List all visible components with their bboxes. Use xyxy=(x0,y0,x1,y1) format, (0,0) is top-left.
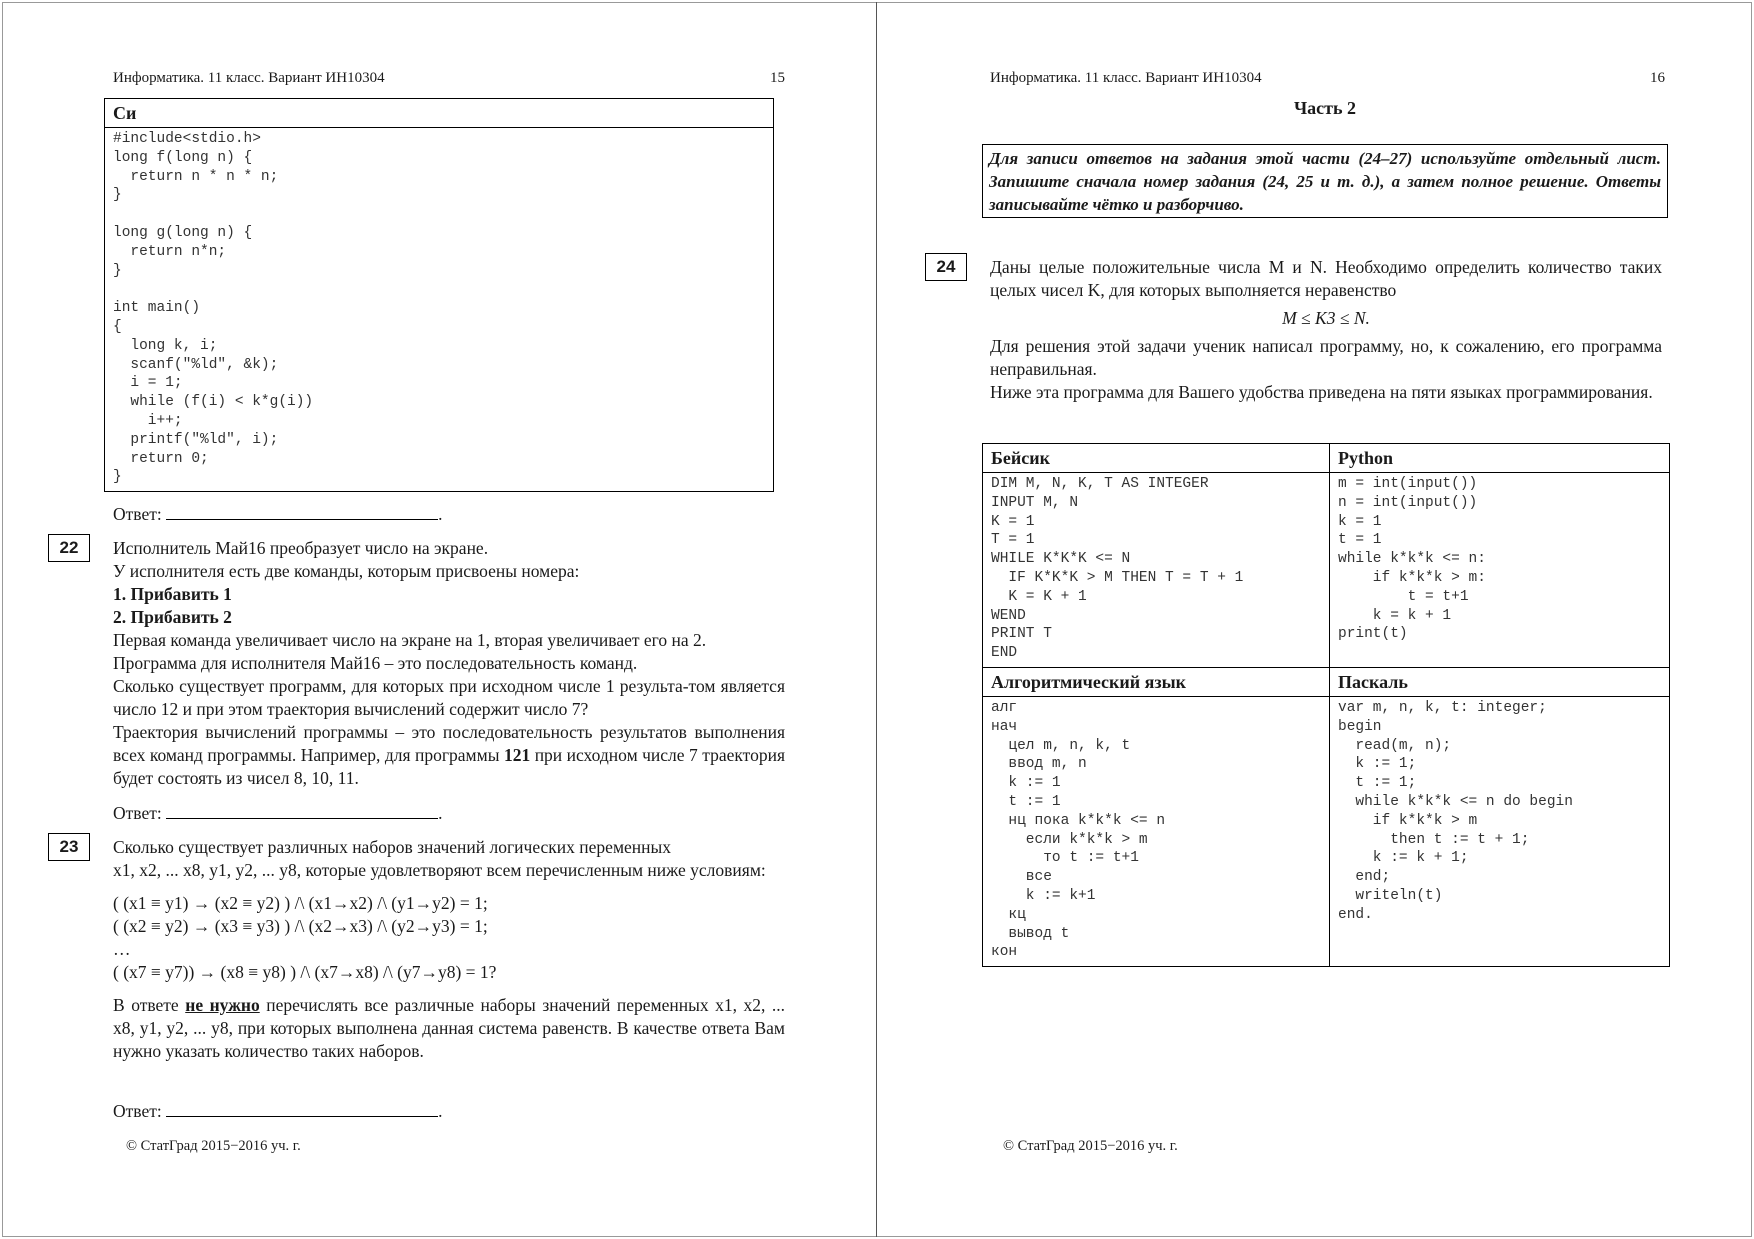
task22-p3: Сколько существует программ, для которых при исходном числе 1 результа-том является число 12 и при этом траектория вычислений содержит число 7? xyxy=(113,676,785,719)
task22-p4c: при исходном числе 7 траектория будет состоять из чисел 8, 10, 11. xyxy=(113,745,786,788)
task24-p1: Даны целые положительные числа M и N. Необходимо определить количество таких целых чисел K, для которых выполняется неравенство xyxy=(990,257,1662,300)
task22-text xyxy=(113,537,785,790)
task22-p4b: 121 xyxy=(503,745,531,765)
task23-intro-vars: x1, x2, ... x8, y1, y2, ... y8, которые удовлетворяют всем перечисленным ниже условиям: xyxy=(113,860,766,880)
task23-note-a: В ответе xyxy=(113,995,179,1015)
task23-text xyxy=(113,836,785,1063)
basic-title: Бейсик xyxy=(983,444,1330,473)
answer-line[interactable] xyxy=(166,802,438,819)
answer-label: Ответ: xyxy=(113,1101,162,1121)
task22-p2: Программа для исполнителя Май16 – это последовательность команд. xyxy=(113,653,638,673)
alg-code-cell xyxy=(983,696,1330,966)
task22-line1: Исполнитель Май16 преобразует число на экране. xyxy=(113,538,489,558)
alg-title: Алгоритмический язык xyxy=(983,667,1330,696)
c-code-title: Си xyxy=(105,99,773,128)
task24-formula: M ≤ K3 ≤ N. xyxy=(1282,308,1370,328)
answer-line[interactable] xyxy=(166,503,438,520)
python-code-cell xyxy=(1330,473,1670,668)
task23-note xyxy=(113,994,785,1063)
program-table xyxy=(982,443,1670,967)
c-code-block xyxy=(104,98,774,492)
task22-p4a: Траектория вычислений программы – это последовательность результатов выполнения всех команд программы. Например, для программы xyxy=(113,722,785,765)
task22-cmd2: 2. Прибавить 2 xyxy=(113,607,232,627)
frame-border-bottom xyxy=(2,1236,1752,1237)
basic-code-cell xyxy=(983,473,1330,668)
frame-border-right xyxy=(1751,2,1752,1237)
instruction-box: Для записи ответов на задания этой части (24–27) используйте отдельный лист. Запишите сначала номер задания (24, 25 и т. д.), а затем полное решение. Ответы записывайте чётко и разборчиво. xyxy=(982,144,1668,218)
task24-p2: Для решения этой задачи ученик написал программу, но, к сожалению, его программа неправильная. xyxy=(990,336,1662,379)
pascal-code: var m, n, k, t: integer; begin read(m, n); k := 1; t := 1; while k*k*k <= n do begin if k*k*k > m then t := t + 1; k := k + 1; end; writeln(t) end. xyxy=(1338,699,1573,923)
answer-field-22[interactable]: Ответ: . xyxy=(113,803,443,823)
task22-p4 xyxy=(113,721,785,790)
part-title: Часть 2 xyxy=(1293,98,1357,118)
task23-dots: … xyxy=(113,939,131,959)
frame-border-left xyxy=(2,2,3,1237)
right-footer: © СтатГрад 2015−2016 уч. г. xyxy=(1003,1138,1178,1154)
answer-field-21[interactable]: Ответ: . xyxy=(113,504,443,524)
left-header: Информатика. 11 класс. Вариант ИН10304 xyxy=(113,70,385,86)
basic-code: DIM M, N, K, T AS INTEGER INPUT M, N K = 1 T = 1 WHILE K*K*K <= N IF K*K*K > M THEN T = T + 1 K = K + 1 WEND PRINT T END xyxy=(991,476,1244,662)
page-spine xyxy=(876,2,877,1237)
python-title: Python xyxy=(1330,444,1670,473)
python-code: m = int(input()) n = int(input()) k = 1 t = 1 while k*k*k <= n: if k*k*k > m: t = t+1 k = k + 1 print(t) xyxy=(1338,476,1486,643)
task23-eq1: ( (x1 ≡ y1) → (x2 ≡ y2) ) /\ (x1→x2) /\ (y1→y2) = 1; xyxy=(113,893,488,913)
pascal-code-cell xyxy=(1330,696,1670,966)
task24-p3: Ниже эта программа для Вашего удобства приведена на пяти языках программирования. xyxy=(990,382,1653,402)
task22-line2: У исполнителя есть две команды, которым присвоены номера: xyxy=(113,561,580,581)
left-footer: © СтатГрад 2015−2016 уч. г. xyxy=(126,1138,301,1154)
task23-intro: Сколько существует различных наборов значений логических переменных xyxy=(113,837,672,857)
task22-p1: Первая команда увеличивает число на экране на 1, вторая увеличивает его на 2. xyxy=(113,630,707,650)
task23-note-b: не нужно xyxy=(185,995,260,1015)
right-header: Информатика. 11 класс. Вариант ИН10304 xyxy=(990,70,1262,86)
left-page-number: 15 xyxy=(770,70,785,86)
task23-eq3: ( (x7 ≡ y7)) → (x8 ≡ y8) ) /\ (x7→x8) /\ (y7→y8) = 1? xyxy=(113,962,497,982)
frame-border-top xyxy=(2,2,1752,3)
right-page-number: 16 xyxy=(1650,70,1665,86)
task-number-24: 24 xyxy=(925,253,967,281)
task24-text xyxy=(990,256,1662,404)
task-number-22: 22 xyxy=(48,534,90,562)
task-number-23: 23 xyxy=(48,833,90,861)
answer-label: Ответ: xyxy=(113,504,162,524)
answer-field-23[interactable]: Ответ: . xyxy=(113,1101,443,1121)
task23-note-c: перечислять все различные наборы значений переменных x1, x2, ... x8, y1, y2, ... y8, при которых выполнена данная система равенств. В качестве ответа Вам нужно указать количество таких наборов. xyxy=(113,995,786,1061)
task22-cmd1: 1. Прибавить 1 xyxy=(113,584,232,604)
task23-eq2: ( (x2 ≡ y2) → (x3 ≡ y3) ) /\ (x2→x3) /\ (y2→y3) = 1; xyxy=(113,916,488,936)
pascal-title: Паскаль xyxy=(1330,667,1670,696)
answer-line[interactable] xyxy=(166,1100,438,1117)
answer-label: Ответ: xyxy=(113,803,162,823)
c-code-listing: #include<stdio.h> long f(long n) { return n * n * n; } long g(long n) { return n*n; } int main() { long k, i; scanf("%ld", &k); i = 1; while (f(i) < k*g(i)) i++; printf("%ld", i); return 0; } xyxy=(113,131,314,486)
alg-code: алг нач цел m, n, k, t ввод m, n k := 1 t := 1 нц пока k*k*k <= n если k*k*k > m то t := t+1 все k := k+1 кц вывод t кон xyxy=(991,699,1166,961)
